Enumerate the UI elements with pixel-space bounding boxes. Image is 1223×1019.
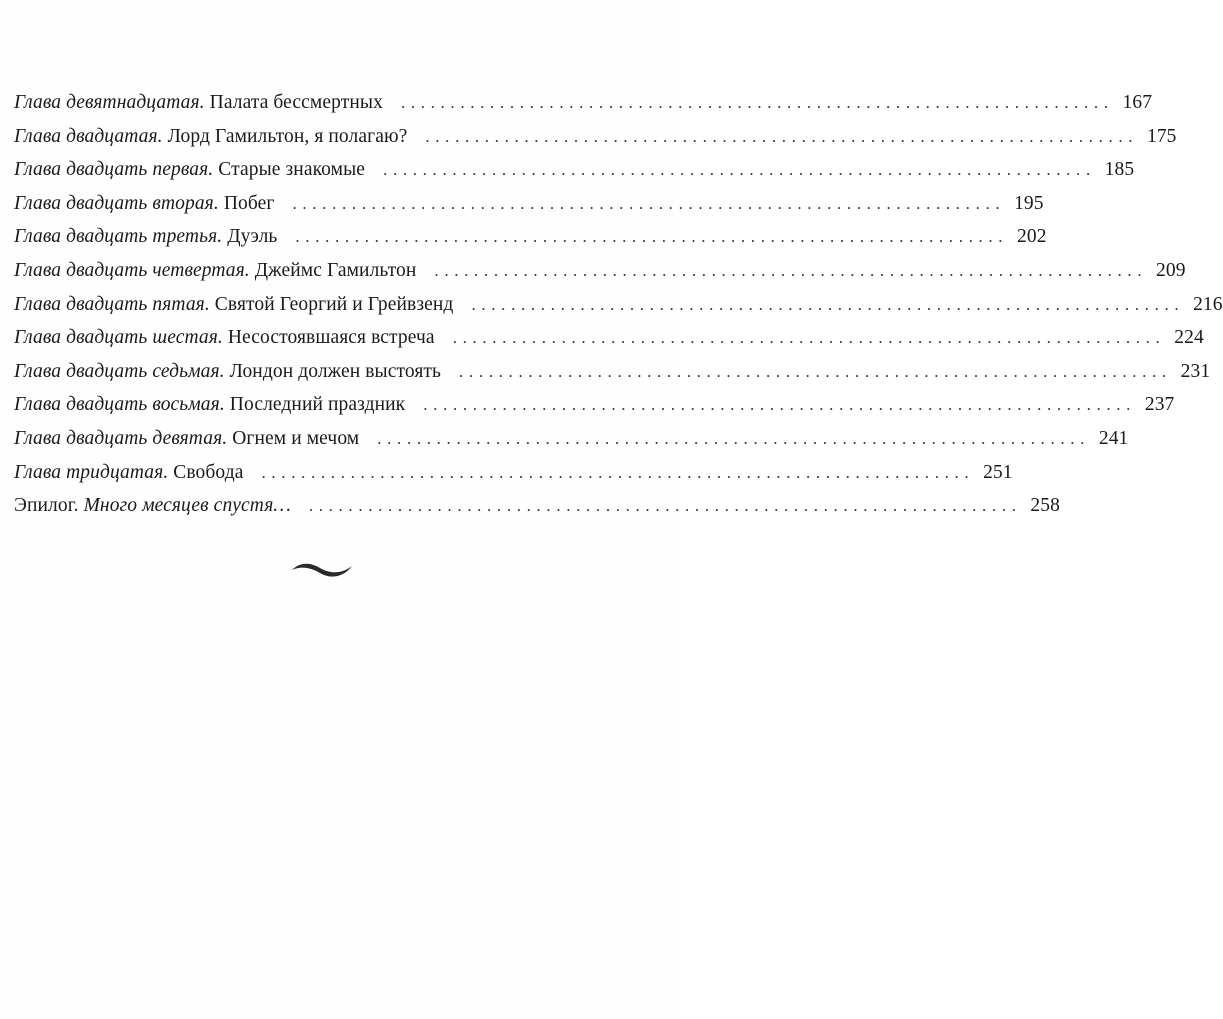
toc-entry-title [14,428,359,450]
toc-row [14,360,1211,395]
chapter-number: Глава двадцать первая. [14,159,214,181]
page-number: 224 [1174,327,1204,349]
dot-leader [459,362,1166,382]
page-number: 195 [1014,192,1044,214]
chapter-number: Глава двадцать третья. [14,226,223,248]
chapter-number: Глава двадцать восьмая. [14,394,225,416]
toc-entry-title [14,361,441,383]
toc-row [14,327,1204,361]
chapter-number: Глава тридцатая. [14,461,169,483]
toc-entry-title [14,92,383,114]
toc-entry-title [14,294,453,316]
chapter-title: Дуэль [227,226,278,248]
dot-leader [423,395,1130,415]
dot-leader [295,227,1002,247]
toc-entry-title [14,327,435,349]
chapter-number: Глава девятнадцатая. [14,92,205,113]
dot-leader [383,160,1090,180]
chapter-number: Глава двадцать седьмая. [14,360,225,382]
chapter-number: Глава двадцатая. [14,125,163,147]
chapter-title: Лондон должен выстоять [229,360,442,382]
page-number: 185 [1104,159,1135,181]
toc-entry-title [14,462,244,484]
toc-entry-title [14,260,416,282]
toc-row [14,394,1175,428]
dot-leader [471,295,1178,315]
toc-entry-title [14,495,291,517]
page-number: 209 [1156,259,1186,281]
toc-row [14,293,1223,328]
dot-leader [292,194,999,214]
toc-entry-title [14,193,274,215]
page-number: 202 [1017,226,1047,248]
toc-entry-title [14,126,407,148]
page-number: 258 [1030,495,1060,517]
chapter-title: Лорд Гамильтон, я полагаю? [167,125,408,147]
toc-row [14,192,1044,227]
chapter-title: Старые знакомые [218,159,366,181]
page-number: 167 [1122,92,1153,113]
toc-entry-title [14,394,405,416]
page-number: 251 [983,461,1013,483]
page-number: 175 [1146,125,1177,147]
toc-entry-title [14,159,365,181]
dot-leader [401,93,1108,113]
page-number: 237 [1144,394,1175,416]
page-number: 241 [1098,427,1129,449]
epilogue-label: Эпилог. [14,495,79,517]
dot-leader [262,463,969,483]
page-number: 231 [1180,360,1211,382]
chapter-number: Глава двадцать шестая. [14,327,223,349]
chapter-number: Глава двадцать пятая. [14,293,210,315]
dot-leader [309,496,1016,516]
chapter-title: Святой Георгий и Грейвзенд [214,293,454,315]
toc-row [14,427,1129,462]
chapter-title: Огнем и мечом [232,427,360,449]
chapter-title: Побег [223,192,275,214]
toc-row [14,92,1153,126]
toc-row [14,259,1186,294]
page-number: 216 [1193,293,1223,315]
dot-leader [453,328,1160,348]
dot-leader [377,429,1084,449]
toc-entry-title [14,226,277,248]
chapter-number: Глава двадцать девятая. [14,427,228,449]
tilde-swash-icon [290,558,354,580]
epilogue-subtitle: Много месяцев спустя… [83,495,291,517]
chapter-title: Несостоявшаяся встреча [227,327,435,349]
dot-leader [434,261,1141,281]
chapter-title: Последний праздник [229,394,406,416]
dot-leader [425,127,1132,147]
toc-row-epilogue [14,495,1060,529]
chapter-number: Глава двадцать вторая. [14,192,219,214]
chapter-title: Свобода [173,461,244,483]
table-of-contents [14,92,1223,529]
toc-row [14,226,1047,260]
chapter-number: Глава двадцать четвертая. [14,259,250,281]
chapter-title: Джеймс Гамильтон [254,259,417,281]
toc-row [14,461,1013,496]
toc-row [14,125,1177,160]
toc-row [14,159,1135,193]
chapter-title: Палата бессмертных [209,92,383,113]
